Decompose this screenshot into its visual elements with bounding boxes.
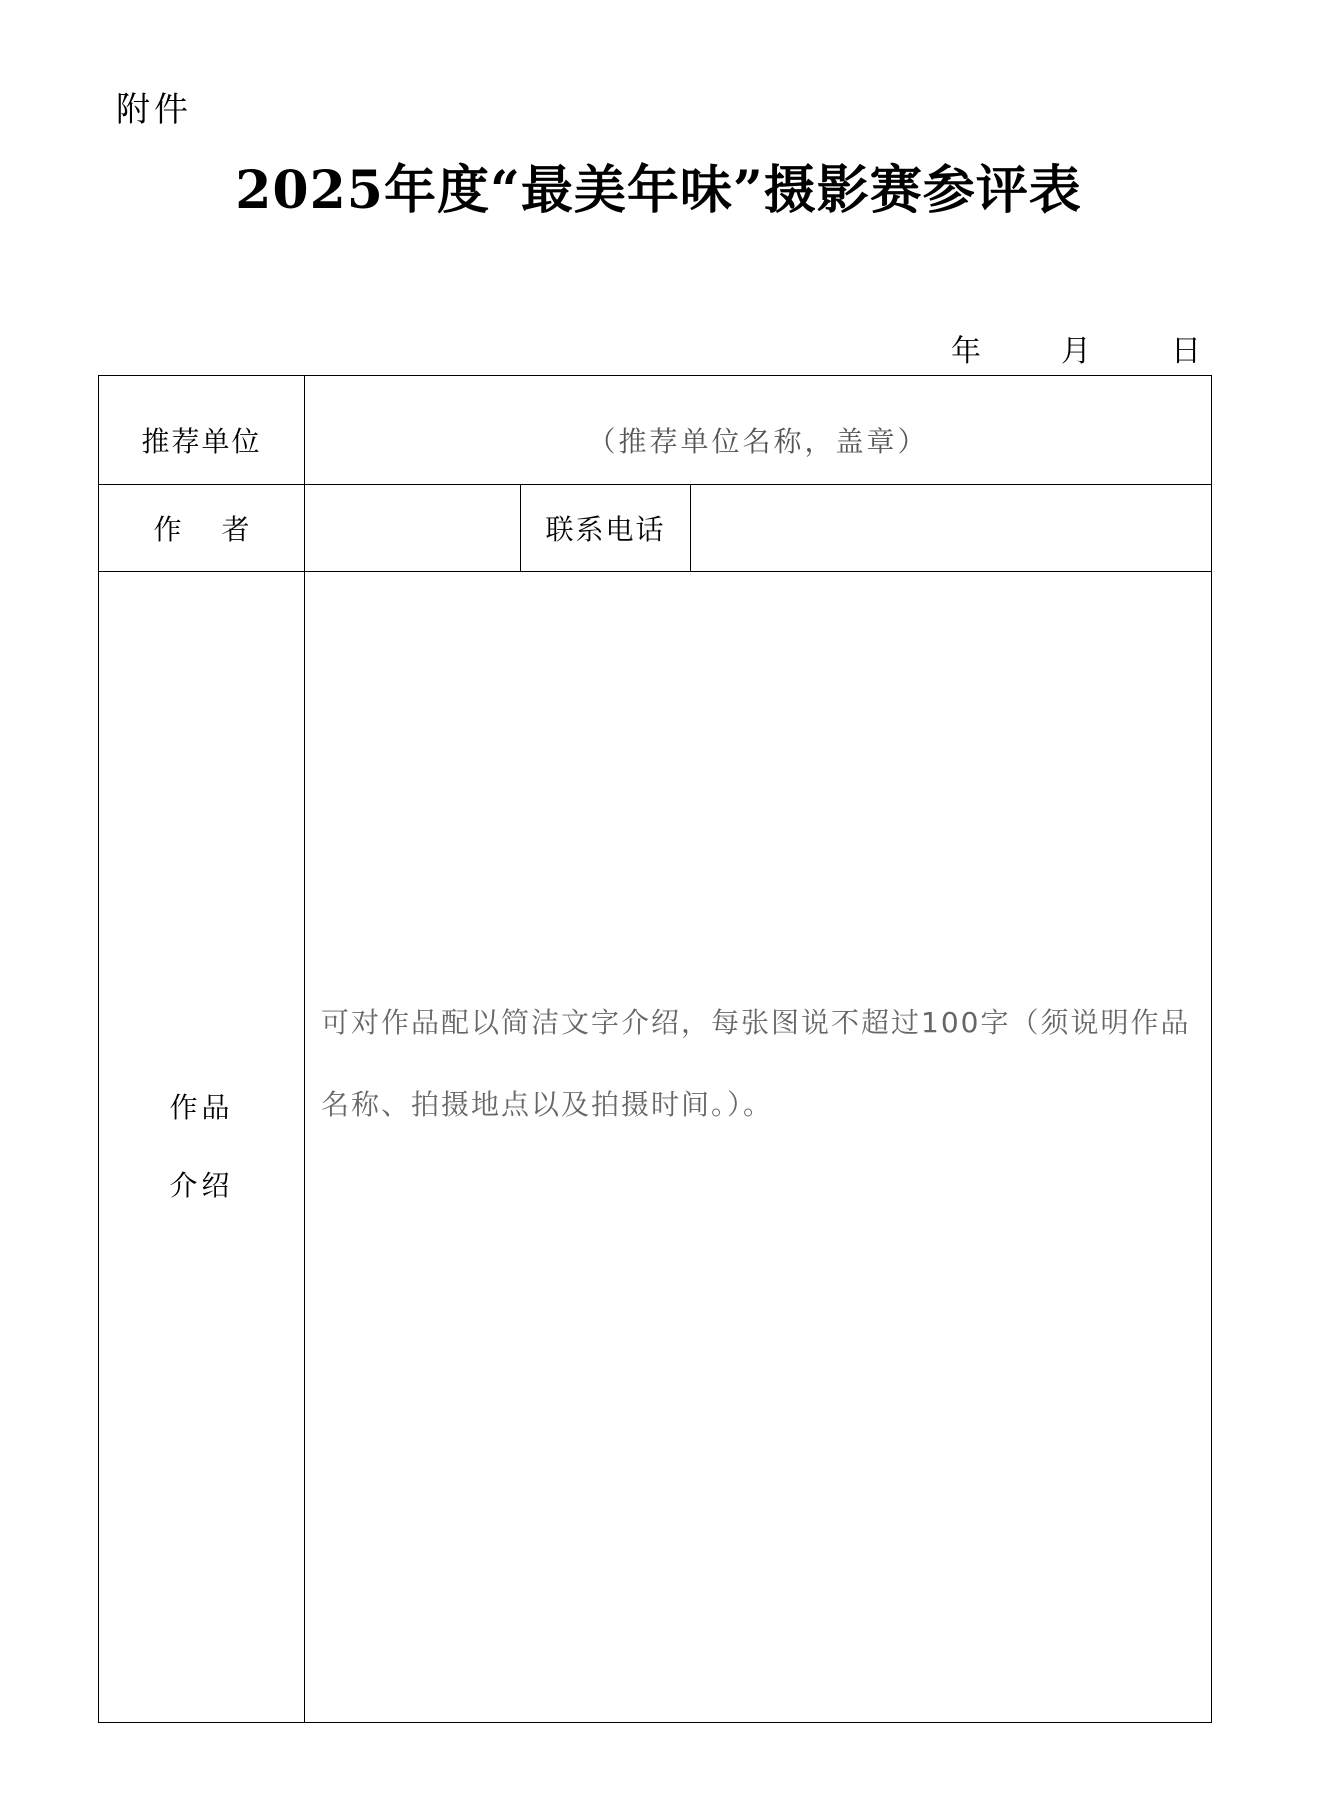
row-recommending-unit <box>99 376 1212 485</box>
work-introduction-field[interactable] <box>305 572 1212 1723</box>
author-field[interactable] <box>305 485 521 572</box>
document-title: 2025年度“最美年味”摄影赛参评表 <box>235 160 1082 221</box>
intro-label-line2: 介绍 <box>169 1169 234 1202</box>
date-year-label: 年 <box>951 334 981 369</box>
row-work-introduction <box>99 572 1212 1723</box>
work-introduction-hint: 可对作品配以简洁文字介绍，每张图说不超过100字（须说明作品名称、拍摄地点以及拍摄时间。）。 <box>321 1006 1191 1121</box>
date-month-label: 月 <box>1061 334 1091 369</box>
recommending-unit-label: 推荐单位 <box>99 376 305 485</box>
phone-field[interactable] <box>691 485 1212 572</box>
recommending-unit-field[interactable]: （推荐单位名称，盖章） <box>305 376 1212 485</box>
row-author <box>99 485 1212 572</box>
work-introduction-label <box>99 572 305 1723</box>
intro-label-line1: 作品 <box>169 1091 234 1124</box>
author-label: 作者 <box>99 485 305 572</box>
phone-label: 联系电话 <box>521 485 691 572</box>
date-day-label: 日 <box>1171 334 1201 369</box>
attachment-label: 附件 <box>116 90 192 130</box>
date-line <box>951 326 1201 370</box>
entry-form-table <box>98 375 1212 1723</box>
